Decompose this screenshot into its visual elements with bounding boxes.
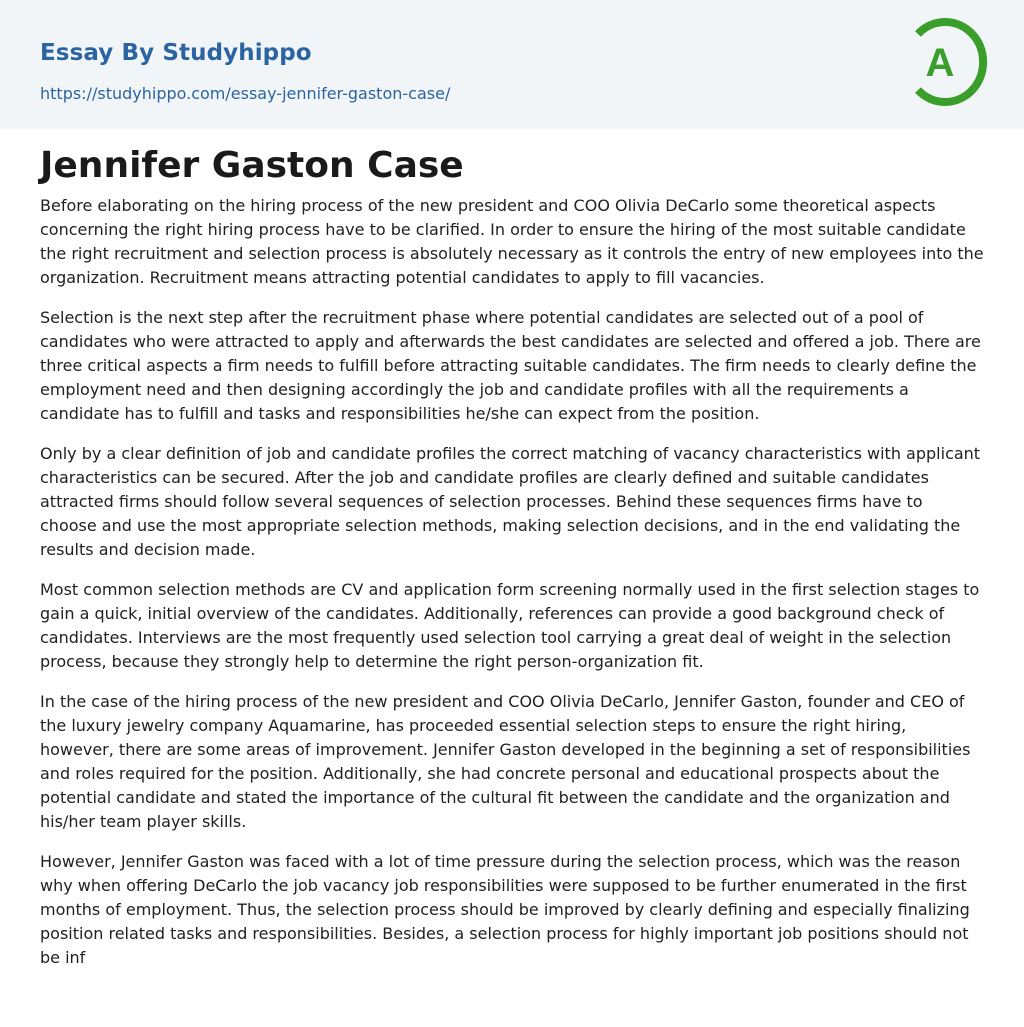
site-header xyxy=(0,0,1024,129)
essay-paragraph: Only by a clear definition of job and candidate profiles the correct matching of vacancy characteristics with applicant characteristics can be secured. After the job and candidate profiles are clearly defined and suitable candidates attracted firms should follow several sequences of selection processes. Behind these sequences firms have to choose and use the most appropriate selection methods, making selection decisions, and in the end validating the results and decision made. xyxy=(40,444,981,559)
essay-paragraph: Selection is the next step after the recruitment phase where potential candidates are selected out of a pool of candidates who were attracted to apply and afterwards the best candidates are selected and offered a job. There are three critical aspects a firm needs to fulfill before attracting suitable candidates. The firm needs to clearly define the employment need and then designing accordingly the job and candidate profiles with all the requirements a candidate has to fulfill and tasks and responsibilities he/she can expect from the position. xyxy=(40,308,981,423)
logo-letter: A xyxy=(925,41,955,85)
essay-paragraph: Most common selection methods are CV and application form screening normally used in the first selection stages to gain a quick, initial overview of the candidates. Additionally, references can provide a good background check of candidates. Interviews are the most frequently used selection tool carrying a great deal of weight in the selection process, because they strongly help to determine the right person-organization fit. xyxy=(40,580,980,671)
page-title: Jennifer Gaston Case xyxy=(40,145,464,186)
essay-paragraph: However, Jennifer Gaston was faced with a lot of time pressure during the selection process, which was the reason why when offering DeCarlo the job vacancy job responsibilities were supposed to be further enumerated in the first months of employment. Thus, the selection process should be improved by clearly defining and especially finalizing position related tasks and responsibilities. Besides, a selection process for highly important job positions should not be inf xyxy=(40,852,970,967)
essay-url-link[interactable]: https://studyhippo.com/essay-jennifer-gaston-case/ xyxy=(40,84,451,103)
logo-icon[interactable] xyxy=(906,18,990,106)
essay-paragraph: Before elaborating on the hiring process of the new president and COO Olivia DeCarlo some theoretical aspects concerning the right hiring process have to be clarified. In order to ensure the hiring of the most suitable candidate the right recruitment and selection process is absolutely necessary as it controls the entry of new employees into the organization. Recruitment means attracting potential candidates to apply to fill vacancies. xyxy=(40,196,984,287)
essay-body xyxy=(40,194,984,986)
essay-paragraph: In the case of the hiring process of the new president and COO Olivia DeCarlo, Jennifer Gaston, founder and CEO of the luxury jewelry company Aquamarine, has proceeded essential selection steps to ensure the right hiring, however, there are some areas of improvement. Jennifer Gaston developed in the beginning a set of responsibilities and roles required for the position. Additionally, she had concrete personal and educational prospects about the potential candidate and stated the importance of the cultural fit between the candidate and the organization and his/her team player skills. xyxy=(40,692,971,831)
site-brand[interactable]: Essay By Studyhippo xyxy=(40,40,312,66)
